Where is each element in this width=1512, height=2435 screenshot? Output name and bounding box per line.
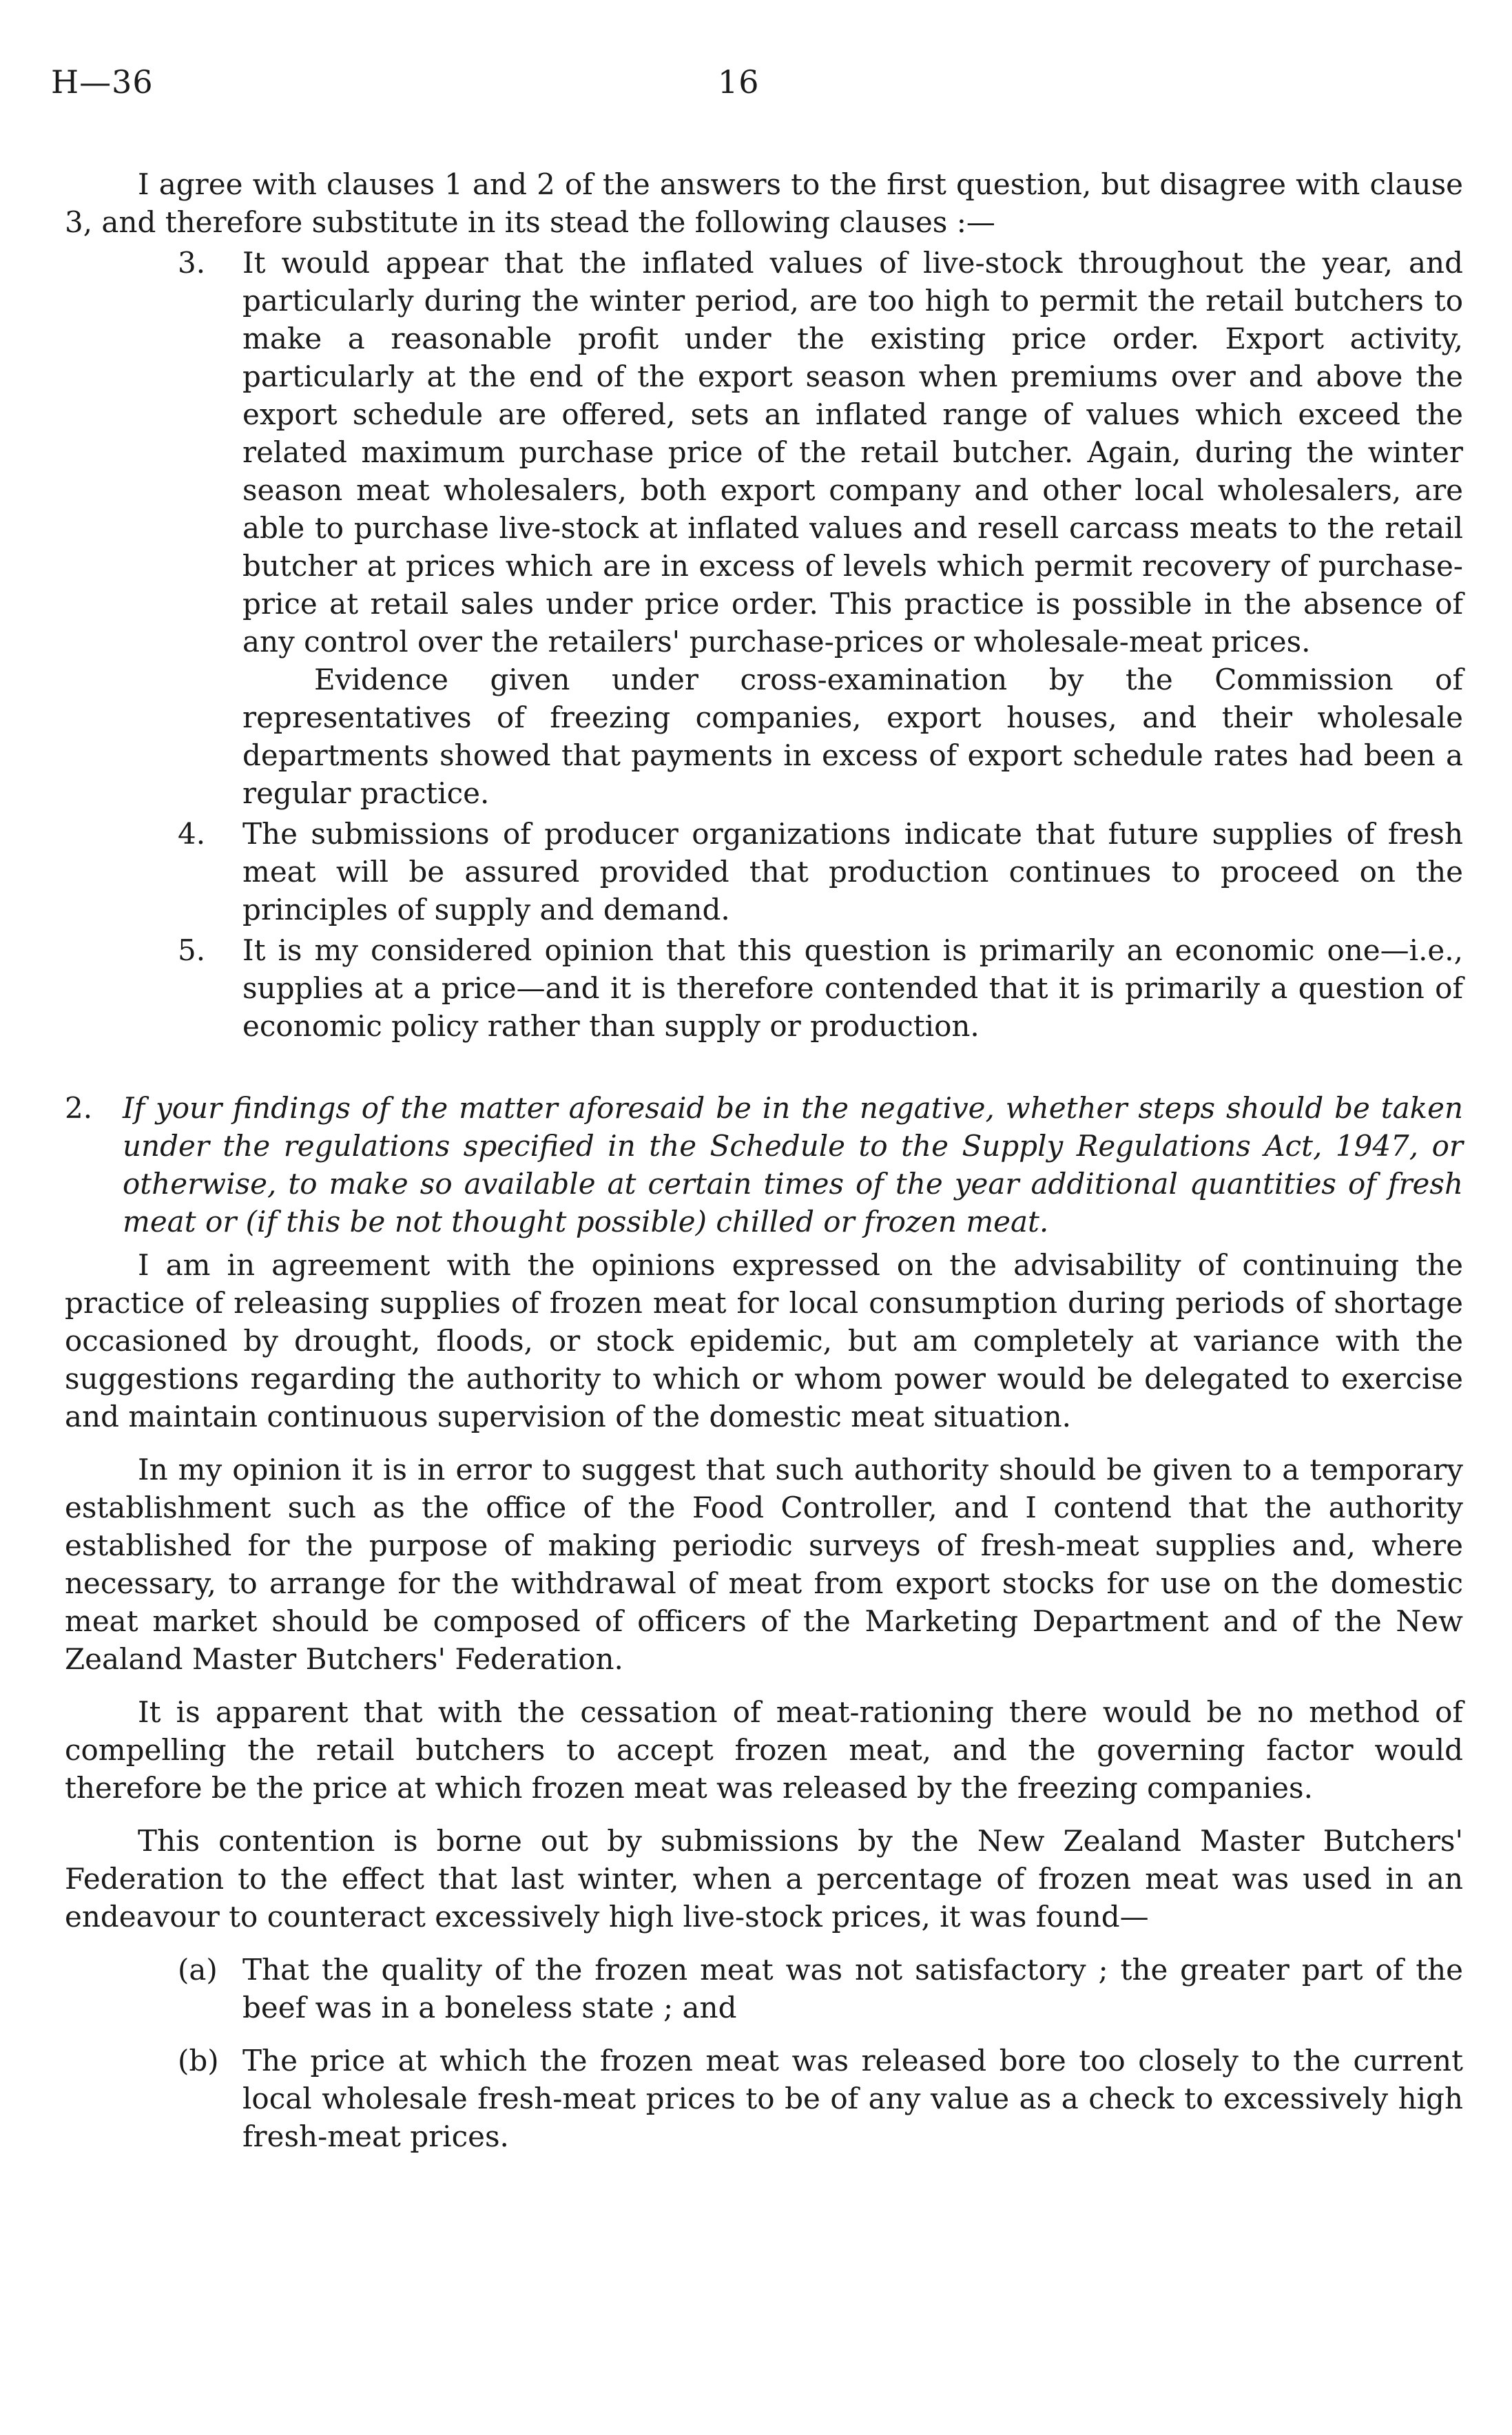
finding-a	[65, 1951, 1463, 2027]
intro-paragraph: I agree with clauses 1 and 2 of the answers to the first question, but disagree with clause 3, and therefore substitute in its stead the following clauses :—	[65, 167, 1463, 239]
document-body	[65, 165, 1463, 2155]
clause-4	[65, 815, 1463, 929]
clause-number: 5.	[178, 933, 206, 967]
body-paragraph: It is apparent that with the cessation of meat-rationing there would be no method of compelling the retail butchers to accept frozen meat, and the governing factor would therefore be the price at which frozen meat was released by the freezing companies.	[65, 1695, 1463, 1805]
body-paragraph: I am in agreement with the opinions expressed on the advisability of continuing the practice of releasing supplies of frozen meat for local consumption during periods of shortage occasioned by drought, floods, or stock epidemic, but am completely at variance with the suggestions regarding the authority to which or whom power would be delegated to exercise and maintain continuous supervision of the domestic meat situation.	[65, 1248, 1463, 1433]
question-text: If your findings of the matter aforesaid be in the negative, whether steps should be taken under the regulations specified in the Schedule to the Supply Regulations Act, 1947, or otherwise, to make so available at certain times of the year additional quantities of fresh meat or (if this be not thought possible) chilled or frozen meat.	[123, 1091, 1463, 1239]
body-paragraph: In my opinion it is in error to suggest that such authority should be given to a temporary establishment such as the office of the Food Controller, and I contend that the authority established for the purpose of making periodic surveys of fresh-meat supplies and, where necessary, to arrange for the withdrawal of meat from export stocks for use on the domestic meat market should be composed of officers of the Marketing Department and of the New Zealand Master Butchers' Federation.	[65, 1453, 1463, 1676]
finding-label: (b)	[178, 2044, 219, 2077]
question-number: 2.	[65, 1091, 93, 1125]
clause-text: The submissions of producer organizations indicate that future supplies of fresh meat will be assured provided that production continues to proceed on the principles of supply and demand.	[242, 817, 1463, 926]
clause-3-evidence: Evidence given under cross-examination by the Commission of representatives of freezing companies, export houses, and their wholesale departments showed that payments in excess of export schedule rates had been a regular practice.	[242, 663, 1463, 810]
finding-label: (a)	[178, 1953, 218, 1987]
clause-text: It is my considered opinion that this question is primarily an economic one—i.e., supplies at a price—and it is therefore contended that it is primarily a question of economic policy rather than supply or production.	[242, 933, 1463, 1043]
document-reference: H—36	[51, 63, 154, 101]
clause-number: 3.	[178, 246, 206, 280]
clause-3	[65, 244, 1463, 661]
finding-b	[65, 2042, 1463, 2155]
finding-text: That the quality of the frozen meat was not satisfactory ; the greater part of the beef was in a boneless state ; and	[242, 1953, 1463, 2024]
body-paragraph: This contention is borne out by submissions by the New Zealand Master Butchers' Federation to the effect that last winter, when a percentage of frozen meat was used in an endeavour to counteract excessively high live-stock prices, it was found—	[65, 1824, 1463, 1934]
clause-5	[65, 931, 1463, 1045]
clause-number: 4.	[178, 817, 206, 851]
question-2	[65, 1089, 1463, 1241]
finding-text: The price at which the frozen meat was released bore too closely to the current local wholesale fresh-meat prices to be of any value as a check to excessively high fresh-meat prices.	[242, 2044, 1463, 2153]
clause-text: It would appear that the inflated values of live-stock throughout the year, and particularly during the winter period, are too high to permit the retail butchers to make a reasonable profit under the existing price order. Export activity, particularly at the end of the export season when premiums over and above the export schedule are offered, sets an inflated range of values which exceed the related maximum purchase price of the retail butcher. Again, during the winter season meat wholesalers, both export company and other local wholesalers, are able to purchase live-stock at inflated values and resell carcass meats to the retail butcher at prices which are in excess of levels which permit recovery of purchase-price at retail sales under price order. This practice is possible in the absence of any control over the retailers' purchase-prices or wholesale-meat prices.	[242, 246, 1463, 659]
page-number: 16	[718, 63, 760, 101]
